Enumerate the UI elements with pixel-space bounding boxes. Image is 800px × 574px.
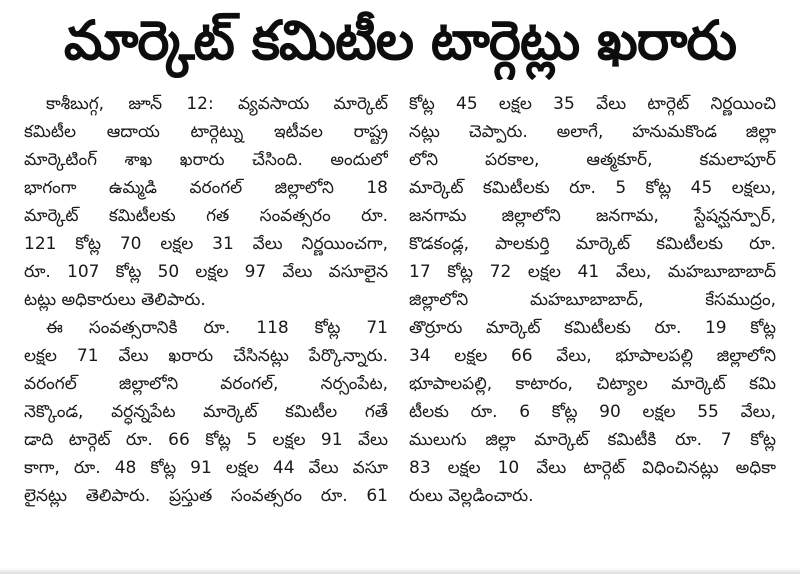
article-line: లోని పరకాల, ఆత్మకూర్, కమలాపూర్ xyxy=(409,150,776,170)
article-line: 121 కోట్ల 70 లక్షల 31 వేలు నిర్ణయించగా, xyxy=(24,234,388,254)
article-line: వరంగల్ జిల్లాలోని వరంగల్, నర్సంపేట, xyxy=(24,374,388,394)
article-line: మార్కెటింగ్ శాఖ ఖరారు చేసింది. అందులో xyxy=(24,150,388,170)
article-line: మార్కెట్ కమిటీలకు రూ. 5 కోట్ల 45 లక్షలు, xyxy=(409,178,776,198)
article-line: కోట్ల 45 లక్షల 35 వేలు టార్గెట్ నిర్ణయించి xyxy=(409,94,776,114)
article-line: భాగంగా ఉమ్మడి వరంగల్ జిల్లాలోని 18 xyxy=(24,178,388,198)
article-line: జిల్లాలోని మహబూబాబాద్, కేసముద్రం, xyxy=(409,290,776,310)
article-line: 34 లక్షల 66 వేలు, భూపాలపల్లి జిల్లాలోని xyxy=(409,346,776,366)
article-line: 83 లక్షల 10 వేలు టార్గెట్ విధించినట్లు అధికా xyxy=(409,458,776,478)
article-line: రులు వెల్లడించారు. xyxy=(409,486,534,506)
article-line: కమిటీల ఆదాయ టార్గెట్ను ఇటీవల రాష్ట్ర xyxy=(24,122,388,142)
article-line: కొడకండ్ల, పాలకుర్తి మార్కెట్ కమిటీలకు రూ. xyxy=(409,234,776,254)
article-line: నెక్కొండ, వర్ధన్నపేట మార్కెట్ కమిటీల గతే xyxy=(24,402,388,422)
article-line: కాశీబుగ్గ, జూన్ 12: వ్యవసాయ మార్కెట్ xyxy=(46,94,388,114)
article-line: 17 కోట్ల 72 లక్షల 41 వేలు, మహబూబాబాద్ xyxy=(409,262,776,282)
article-line: రూ. 107 కోట్ల 50 లక్షల 97 వేలు వసూలైన xyxy=(24,262,388,282)
article-line: తొర్రూరు మార్కెట్ కమిటీలకు రూ. 19 కోట్ల xyxy=(409,318,776,338)
article-line: మార్కెట్ కమిటీలకు గత సంవత్సరం రూ. xyxy=(24,206,388,226)
article-column-left xyxy=(24,90,388,510)
article-line: జనగామ జిల్లాలోని జనగామ, స్టేషన్ఘన్పూర్, xyxy=(409,206,776,226)
article-line: డాది టార్గెట్ రూ. 66 కోట్ల 5 లక్షల 91 వేలు xyxy=(24,430,388,450)
article-line: లైనట్లు తెలిపారు. ప్రస్తుత సంవత్సరం రూ. 61 xyxy=(24,486,388,506)
article-line: ఈ సంవత్సరానికి రూ. 118 కోట్ల 71 xyxy=(46,318,388,338)
article-line: భూపాలపల్లి, కాటారం, చిట్యాల మార్కెట్ కమి xyxy=(409,374,776,394)
article-line: లక్షల 71 వేలు ఖరారు చేసినట్లు పేర్కొన్నారు. xyxy=(24,346,388,366)
article-line: టీలకు రూ. 6 కోట్ల 90 లక్షల 55 వేలు, xyxy=(409,402,776,422)
headline: మార్కెట్ కమిటీల టార్గెట్లు ఖరారు xyxy=(63,9,737,72)
article-line: ములుగు జిల్లా మార్కెట్ కమిటీకి రూ. 7 కోట్ల xyxy=(409,430,776,450)
article-column-right xyxy=(409,90,776,510)
article-line: కాగా, రూ. 48 కోట్ల 91 లక్షల 44 వేలు వసూ xyxy=(24,458,388,478)
article-line: టట్లు అధికారులు తెలిపారు. xyxy=(24,290,206,310)
page-bottom-edge xyxy=(0,568,800,574)
article-line: నట్లు చెప్పారు. అలాగే, హనుమకొండ జిల్లా xyxy=(409,122,776,142)
